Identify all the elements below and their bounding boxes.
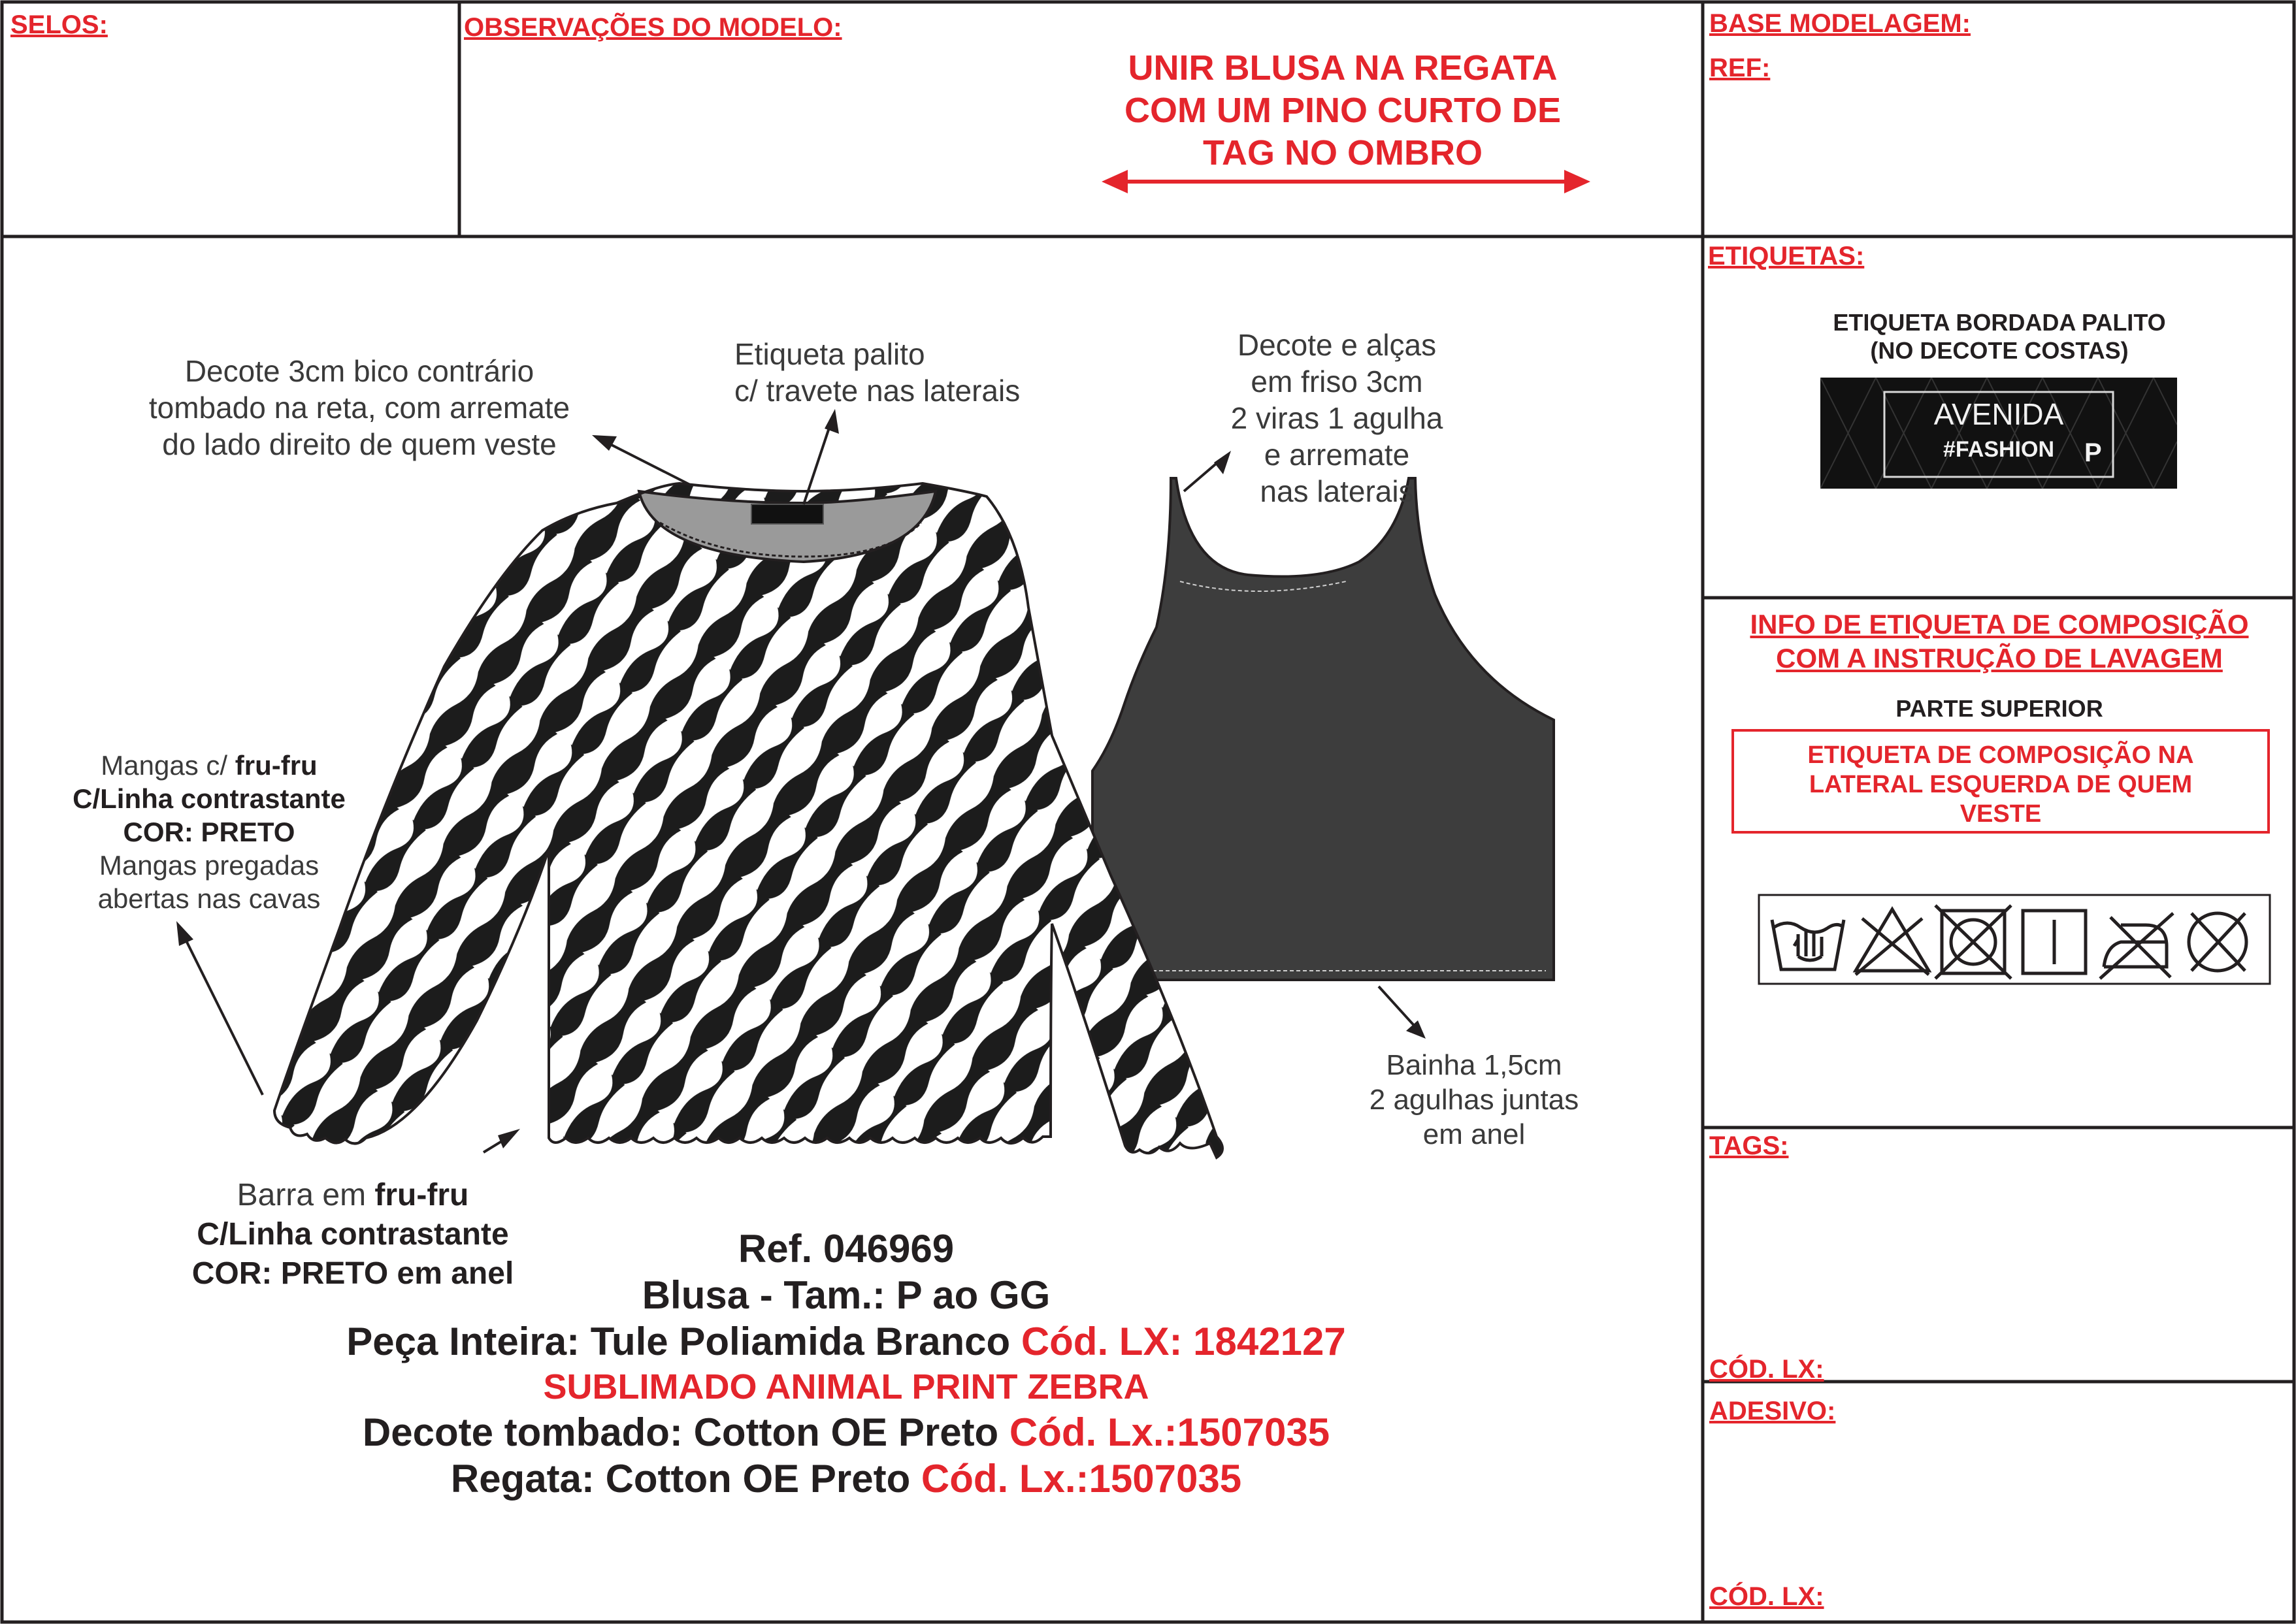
note-bold: C/Linha contrastante: [73, 783, 346, 814]
brand-hashtag: #FASHION: [1943, 437, 2055, 462]
mangas-note: [46, 749, 372, 915]
spec-block: [196, 1226, 1496, 1502]
note-line: abertas nas cavas: [97, 883, 321, 914]
etiquetas-label: ETIQUETAS:: [1708, 242, 1865, 270]
base-modelagem-label: BASE MODELAGEM:: [1709, 9, 1971, 38]
note-line: [46, 749, 372, 782]
info-composicao-title: [1705, 608, 2293, 675]
note-line: em anel: [1422, 1118, 1526, 1150]
note-bold: COR: PRETO: [123, 817, 295, 847]
note-text: Barra em: [237, 1178, 375, 1212]
observacao-line: UNIR BLUSA NA REGATA: [1128, 48, 1558, 88]
info-line: COM A INSTRUÇÃO DE LAVAGEM: [1776, 643, 2223, 674]
etiqueta-line: (NO DECOTE COSTAS): [1870, 337, 2129, 364]
note-bold: COR: PRETO em anel: [191, 1256, 514, 1291]
observacoes-label: OBSERVAÇÕES DO MODELO:: [464, 13, 842, 42]
alcas-note: [1206, 327, 1468, 510]
note-line: [46, 815, 372, 849]
note-text: Mangas c/: [101, 750, 235, 781]
note-line: nas laterais: [1260, 474, 1414, 508]
label-pattern: [1820, 378, 2177, 489]
observacao-line: TAG NO OMBRO: [1203, 133, 1483, 172]
etiqueta-line: ETIQUETA BORDADA PALITO: [1833, 309, 2166, 336]
brand-size: P: [2084, 438, 2102, 467]
note-line: do lado direito de quem veste: [162, 427, 557, 461]
selos-label: SELOS:: [10, 10, 108, 39]
spec-peca-inteira: [196, 1318, 1496, 1365]
note-line: 2 agulhas juntas: [1369, 1084, 1579, 1116]
decote-note: [105, 353, 614, 463]
bainha-note: [1330, 1048, 1618, 1152]
adesivo-cod-label: CÓD. LX:: [1709, 1582, 1824, 1611]
composicao-line: ETIQUETA DE COMPOSIÇÃO NA: [1807, 741, 2194, 769]
note-line: e arremate: [1264, 438, 1410, 472]
ref-label: REF:: [1709, 54, 1771, 82]
spec-blusa: Blusa - Tam.: P ao GG: [642, 1273, 1051, 1317]
adesivo-label: ADESIVO:: [1709, 1397, 1836, 1425]
spec-decote: [196, 1409, 1496, 1455]
info-line: INFO DE ETIQUETA DE COMPOSIÇÃO: [1750, 609, 2249, 640]
observacao-line: COM UM PINO CURTO DE: [1124, 91, 1561, 130]
spec-text: Decote tombado: Cotton OE Preto: [362, 1410, 1009, 1454]
note-line: em friso 3cm: [1251, 365, 1423, 398]
care-icons-strip: [1758, 894, 2271, 985]
etiqueta-palito-note: [734, 336, 1020, 409]
spec-ref: Ref. 046969: [738, 1227, 955, 1271]
note-line: Bainha 1,5cm: [1386, 1049, 1562, 1081]
note-bold: fru-fru: [235, 750, 318, 781]
tags-label: TAGS:: [1709, 1131, 1789, 1160]
note-bold: C/Linha contrastante: [197, 1217, 509, 1252]
tank-top-drawing: [1092, 478, 1554, 980]
tags-cod-label: CÓD. LX:: [1709, 1355, 1824, 1384]
parte-superior-label: PARTE SUPERIOR: [1895, 695, 2103, 722]
note-line: c/ travete nas laterais: [734, 374, 1021, 408]
spec-text: Regata: Cotton OE Preto: [450, 1457, 921, 1501]
note-bold: fru-fru: [374, 1178, 469, 1212]
spec-code: Cód. Lx.:1507035: [1009, 1410, 1330, 1454]
note-line: Etiqueta palito: [734, 337, 925, 371]
composicao-box: [1731, 729, 2270, 834]
brand-name: AVENIDA: [1933, 397, 2064, 431]
note-line: tombado na reta, com arremate: [148, 391, 570, 425]
spec-sublimado: SUBLIMADO ANIMAL PRINT ZEBRA: [543, 1367, 1149, 1406]
spec-code: Cód. LX: 1842127: [1021, 1320, 1346, 1363]
brand-label: [1820, 378, 2177, 489]
note-line: 2 viras 1 agulha: [1230, 401, 1443, 435]
note-line: Decote e alças: [1237, 328, 1437, 362]
composicao-line: VESTE: [1960, 800, 2042, 828]
spec-regata: [196, 1455, 1496, 1502]
spec-text: Peça Inteira: Tule Poliamida Branco: [346, 1320, 1021, 1363]
note-line: Decote 3cm bico contrário: [184, 354, 534, 388]
note-line: [144, 1176, 562, 1215]
note-line: Mangas pregadas: [99, 850, 320, 881]
note-line: [46, 782, 372, 815]
etiqueta-description: [1712, 308, 2287, 365]
composicao-line: LATERAL ESQUERDA DE QUEM: [1809, 771, 2193, 798]
spec-code: Cód. Lx.:1507035: [921, 1457, 1242, 1501]
